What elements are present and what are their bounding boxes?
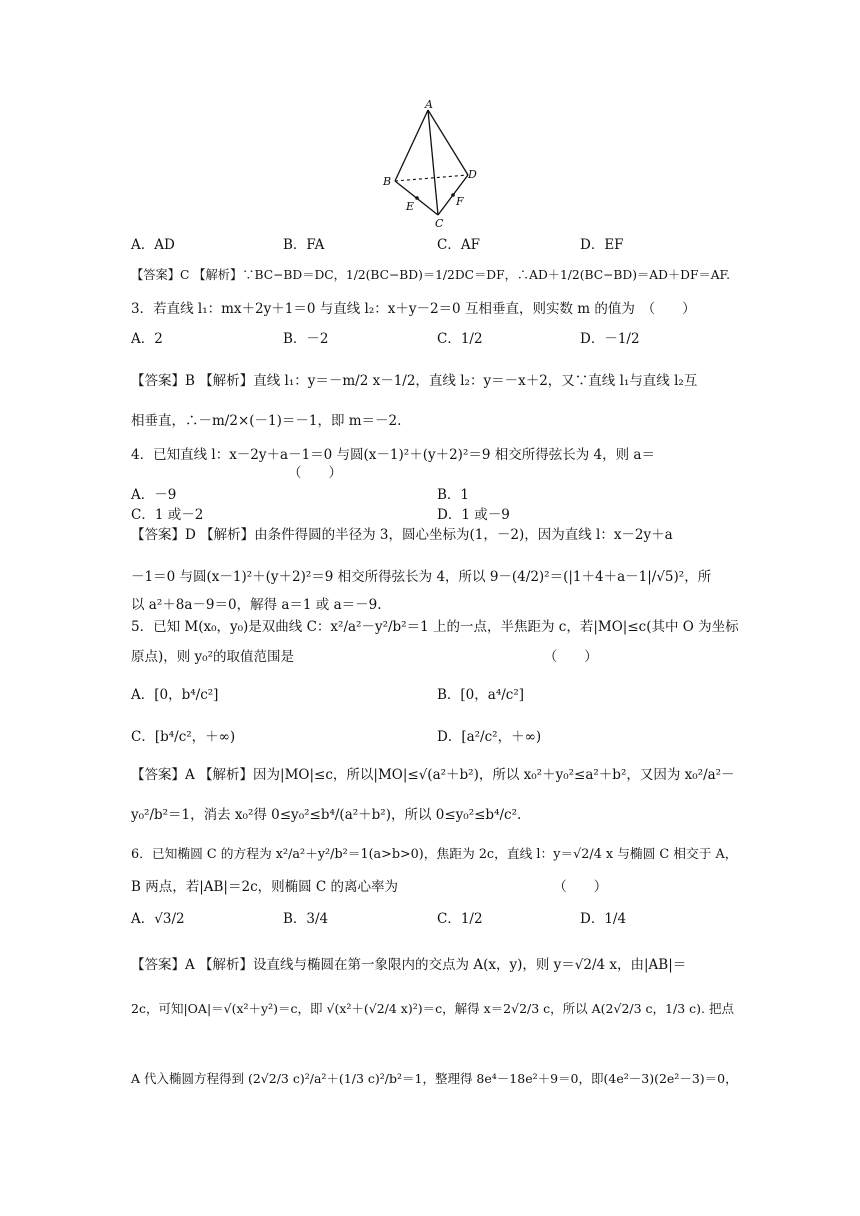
q6-option-d: D．1/4 xyxy=(580,911,627,927)
tetrahedron-figure xyxy=(380,100,490,230)
q5-stem-2: 原点)，则 y₀²的取值范围是 （ ） xyxy=(131,649,598,665)
q2-option-c: C．AF xyxy=(437,237,480,253)
q3-option-d: D．－1/2 xyxy=(580,331,640,347)
label-c: C xyxy=(435,217,444,230)
q6-option-c: C．1/2 xyxy=(437,911,483,927)
q4-stem-2: （ ） xyxy=(288,465,342,481)
label-f: F xyxy=(456,195,464,208)
q2-option-b: B．FA xyxy=(283,237,325,253)
q6-answer-3: A 代入椭圆方程得到 (2√2/3 c)²/a²＋(1/3 c)²/b²＝1，整理得 8e⁴－18e²＋9＝0，即(4e²－3)(2e²－3)＝0， xyxy=(131,1071,738,1086)
q3-answer-1: 【答案】B 【解析】直线 l₁：y＝－m/2 x－1/2，直线 l₂：y＝－x＋2，又∵直线 l₁与直线 l₂互 xyxy=(131,373,698,389)
q2-answer: 【答案】C 【解析】∵BC−BD＝DC，1/2(BC−BD)＝1/2DC＝DF，∴AD＋1/2(BC−BD)＝AD＋DF＝AF. xyxy=(131,268,731,282)
q5-stem-1: 5．已知 M(x₀，y₀)是双曲线 C：x²/a²－y²/b²＝1 上的一点，半焦距为 c，若|MO|≤c(其中 O 为坐标 xyxy=(131,619,739,635)
q6-option-a: A．√3/2 xyxy=(131,911,185,927)
label-a: A xyxy=(425,100,433,111)
q6-answer-2: 2c，可知|OA|＝√(x²＋y²)＝c，即 √(x²＋(√2/4 x)²)＝c，解得 x＝2√2/3 c，所以 A(2√2/3 c，1/3 c). 把点 xyxy=(131,1001,734,1016)
q5-option-a: A．[0，b⁴/c²] xyxy=(131,687,219,703)
q4-option-b: B．1 xyxy=(437,487,470,503)
q6-stem-1: 6．已知椭圆 C 的方程为 x²/a²＋y²/b²＝1(a>b>0)，焦距为 2c，直线 l：y＝√2/4 x 与椭圆 C 相交于 A， xyxy=(131,847,738,862)
q3-answer-2: 相垂直，∴－m/2×(－1)＝－1，即 m＝－2. xyxy=(131,413,402,429)
q4-answer-1: 【答案】D 【解析】由条件得圆的半径为 3，圆心坐标为(1，－2)，因为直线 l：x－2y＋a xyxy=(131,527,673,543)
q3-option-b: B．－2 xyxy=(283,331,329,347)
label-b: B xyxy=(383,175,392,188)
q4-option-d: D．1 或－9 xyxy=(437,507,510,523)
q4-answer-2: －1＝0 与圆(x－1)²＋(y＋2)²＝9 相交所得弦长为 4，所以 9－(4/2)²＝(|1＋4＋a－1|/√5)²，所 xyxy=(131,569,712,585)
q2-option-d: D．EF xyxy=(580,237,624,253)
q4-answer-3: 以 a²＋8a－9＝0，解得 a＝1 或 a＝－9. xyxy=(131,597,382,613)
q2-option-a: A．AD xyxy=(131,237,175,253)
q5-option-d: D．[a²/c²，＋∞) xyxy=(437,729,542,745)
q5-answer-1: 【答案】A 【解析】因为|MO|≤c，所以|MO|≤√(a²＋b²)，所以 x₀²＋y₀²≤a²＋b²，又因为 x₀²/a²－ xyxy=(131,767,735,783)
q6-option-b: B．3/4 xyxy=(283,911,329,927)
q5-answer-2: y₀²/b²＝1，消去 x₀²得 0≤y₀²≤b⁴/(a²＋b²)，所以 0≤y₀²≤b⁴/c². xyxy=(131,807,522,823)
q3-option-a: A．2 xyxy=(131,331,163,347)
q4-option-a: A．－9 xyxy=(131,487,177,503)
q5-option-b: B．[0，a⁴/c²] xyxy=(437,687,525,703)
q4-stem-1: 4．已知直线 l：x－2y＋a－1＝0 与圆(x－1)²＋(y＋2)²＝9 相交所得弦长为 4，则 a＝ xyxy=(131,447,655,463)
q6-answer-1: 【答案】A 【解析】设直线与椭圆在第一象限内的交点为 A(x，y)，则 y＝√2/4 x，由|AB|＝ xyxy=(131,957,687,973)
label-e: E xyxy=(406,200,415,213)
q4-option-c: C．1 或－2 xyxy=(131,507,204,523)
label-d: D xyxy=(468,168,477,181)
q5-option-c: C．[b⁴/c²，＋∞) xyxy=(131,729,236,745)
q6-stem-2: B 两点，若|AB|＝2c，则椭圆 C 的离心率为 （ ） xyxy=(131,879,608,895)
q3-option-c: C．1/2 xyxy=(437,331,483,347)
q3-stem: 3．若直线 l₁：mx＋2y＋1＝0 与直线 l₂：x＋y－2＝0 互相垂直，则实数 m 的值为 （ ） xyxy=(131,301,696,317)
